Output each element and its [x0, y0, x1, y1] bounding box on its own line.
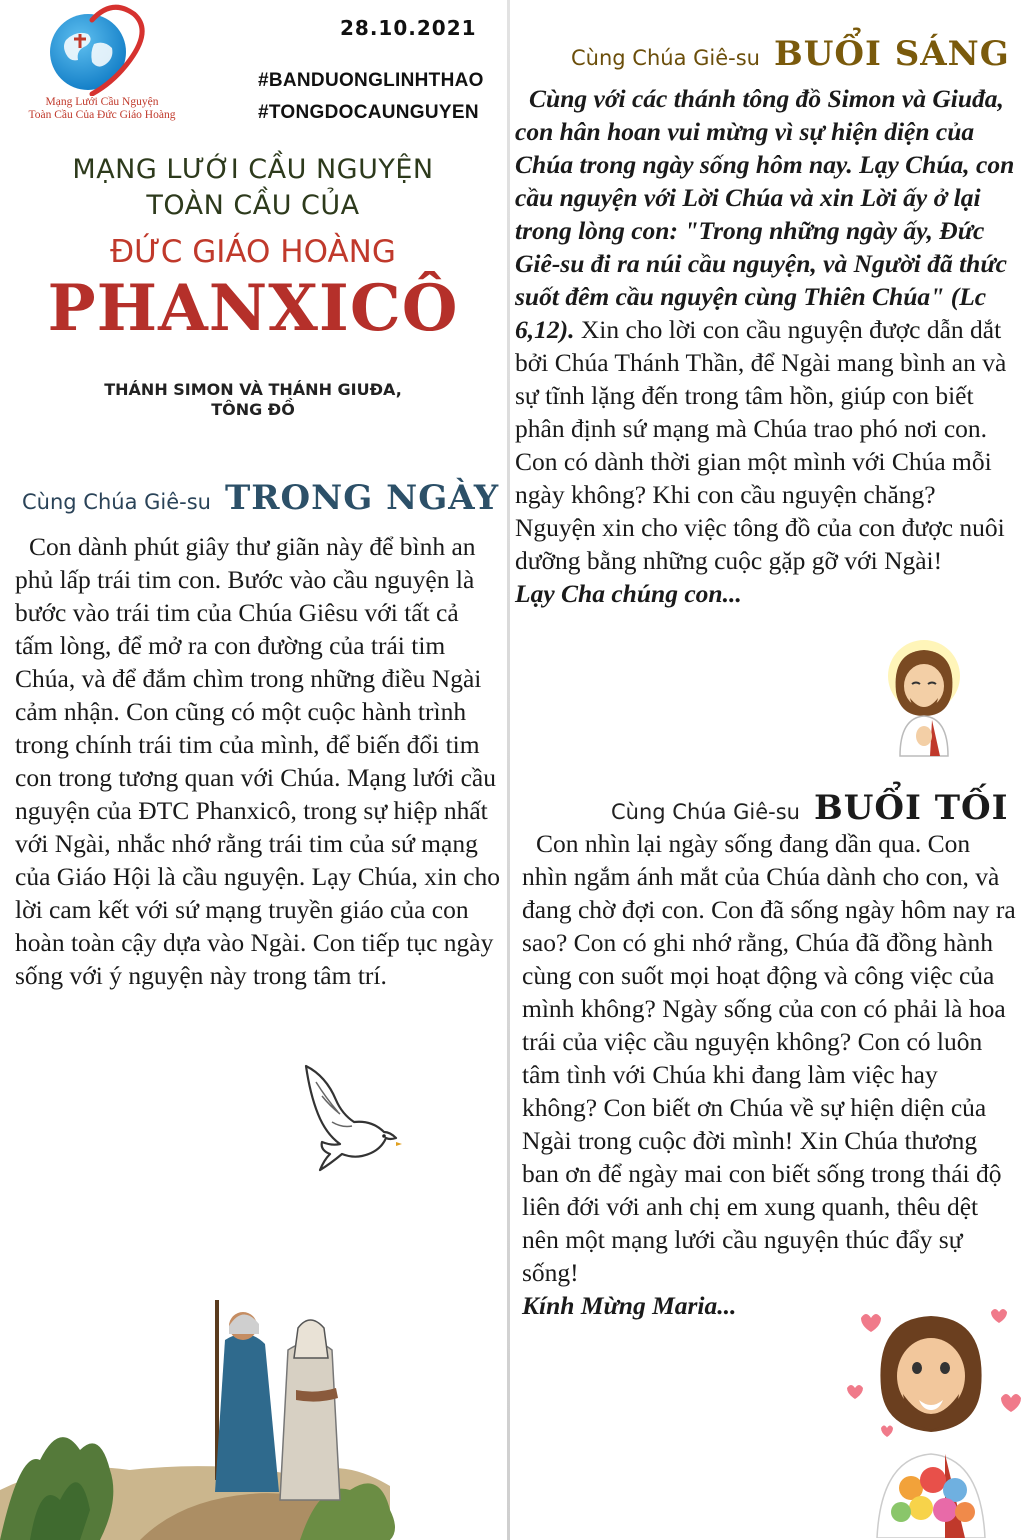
right-column [511, 0, 1024, 1540]
title-line4: PHANXICÔ [47, 271, 459, 346]
evening-text: Con nhìn lại ngày sống đang dần qua. Con nhìn ngắm ánh mắt của Chúa dành cho con, và đang chờ đợi con. Con đã sống ngày hôm nay ra sao? Con có ghi nhớ rằng, Chúa đã đồng hành cùng con suốt mọi hoạt động và công việc của mình không? Ngày sống của con có phải là hoa trái của việc cầu nguyện không? Con có luôn tâm tình với Chúa khi đang làm việc hay không? Con biết ơn Chúa về sự hiện diện của Ngài trong cuộc đời mình! Xin Chúa thương ban ơn để ngày mai con biết sống trong thái độ liên đới với anh chị em xung quanh, thêu dệt nên một mạng lưới cầu nguyện thúc đẩy sự sống! [522, 829, 1016, 1287]
morning-section-heading [571, 34, 1010, 74]
dove-illustration [292, 1062, 404, 1174]
subtitle-line2: TÔNG ĐỒ [211, 400, 295, 419]
evening-section-title: BUỔI TỐI [813, 788, 1009, 828]
morning-section-title: BUỔI SÁNG [773, 34, 1010, 74]
globe-heart-logo [12, 4, 176, 126]
title-line2: TOÀN CẦU CỦA [146, 190, 360, 221]
globe-heart-icon [36, 4, 152, 96]
page-title [0, 152, 506, 346]
day-section-prefix: Cùng Chúa Giê-su [22, 490, 211, 514]
morning-text: Xin cho lời con cầu nguyện được dẫn dắt bởi Chúa Thánh Thần, để Ngài mang bình an và sự tĩnh lặng đến trong tâm hồn, giúp con biết phân định sứ mạng mà Chúa trao phó nơi con. Con có dành thời gian một mình với Chúa mỗi ngày không? Khi con cầu nguyện chăng? Nguyện xin cho việc tông đồ của con được nuôi dưỡng bằng những cuộc gặp gỡ với Ngài! [515, 315, 1007, 575]
column-divider [507, 0, 510, 1540]
day-section-title: TRONG NGÀY [224, 478, 500, 518]
day-section-heading [22, 478, 499, 518]
evening-section-prefix: Cùng Chúa Giê-su [611, 800, 800, 824]
morning-closing: Lạy Cha chúng con... [515, 579, 742, 608]
hashtag-tongdocaunguyen: #TONGDOCAUNGUYEN [258, 102, 479, 123]
day-text: Con dành phút giây thư giãn này để bình an phủ lấp trái tim con. Bước vào cầu nguyện là bước vào trái tim của Chúa Giêsu với tất cả tấm lòng, để mở ra con đường của trái tim Chúa, và để đắm chìm trong những điều Ngài cảm nhận. Con cũng có một cuộc hành trình trong chính trái tim của mình, để biến đổi tim con trong tương quan với Chúa. Mạng lưới cầu nguyện của ĐTC Phanxicô, trong sự hiệp nhất với Ngài, nhắc nhớ rằng trái tim của sứ mạng của Giáo Hội là cầu nguyện. Lạy Chúa, xin cho lời cam kết với sứ mạng truyền giáo của con hoàn toàn cậy dựa vào Ngài. Con tiếp tục ngày sống với ý nguyện này trong tâm trí. [15, 532, 501, 990]
evening-section-heading [611, 788, 1009, 828]
title-line1: MẠNG LƯỚI CẦU NGUYỆN [72, 154, 434, 185]
morning-section-text [515, 82, 1021, 610]
walking-apostles-illustration [0, 1290, 506, 1540]
evening-section-text [522, 827, 1019, 1322]
left-column [0, 0, 506, 1540]
logo-line1: Mạng Lưới Cầu Nguyện [45, 96, 159, 108]
praying-jesus-illustration [876, 636, 972, 760]
jesus-with-flowers-illustration [841, 1298, 1021, 1538]
evening-closing: Kính Mừng Maria... [522, 1291, 737, 1320]
date: 28.10.2021 [340, 16, 477, 40]
subtitle-line1: THÁNH SIMON VÀ THÁNH GIUĐA, [104, 380, 402, 399]
title-line3: ĐỨC GIÁO HOÀNG [110, 234, 396, 270]
logo-line2: Toàn Cầu Của Đức Giáo Hoàng [28, 109, 176, 121]
feast-subtitle [0, 380, 506, 420]
morning-section-prefix: Cùng Chúa Giê-su [571, 46, 760, 70]
morning-italic-text: Cùng với các thánh tông đồ Simon và Giuđa, con hân hoan vui mừng vì sự hiện diện của Chúa trong ngày sống hôm nay. Lạy Chúa, con cầu nguyện với Lời Chúa và xin Lời ấy ở lại trong lòng con: "Trong những ngày ấy, Đức Giê-su đi ra núi cầu nguyện, và Người đã thức suốt đêm cầu nguyện cùng Thiên Chúa" (Lc 6,12). [515, 84, 1015, 344]
hashtag-banduonglinhthao: #BANDUONGLINHTHAO [258, 70, 484, 91]
day-section-text [15, 530, 503, 992]
